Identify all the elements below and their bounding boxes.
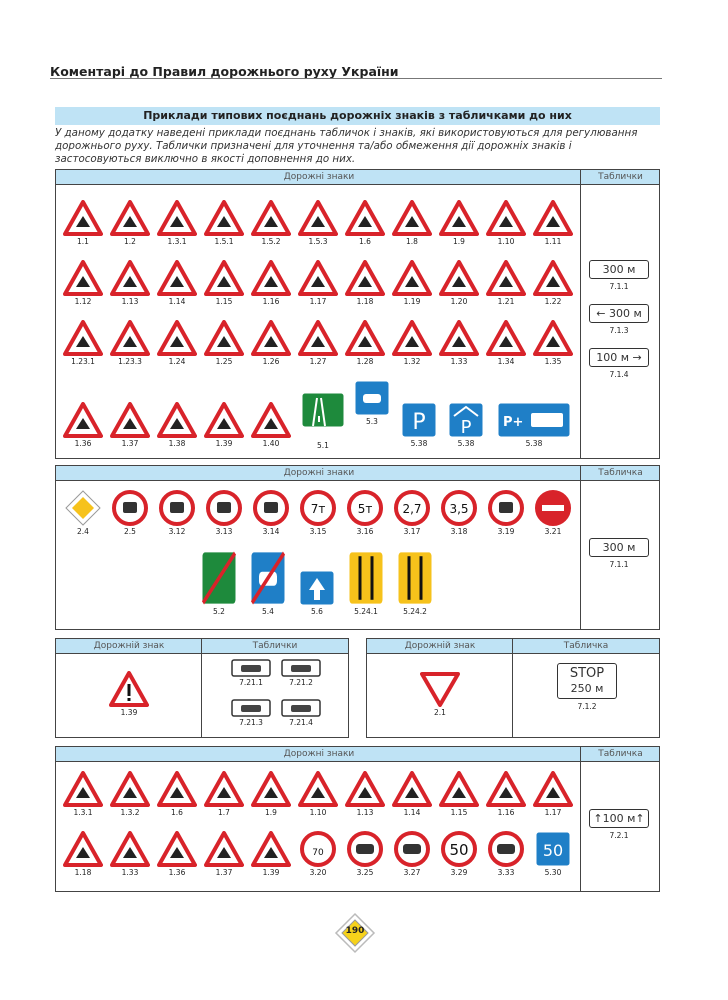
sign-number: 5.6 — [311, 607, 323, 616]
sign-number: 3.16 — [356, 527, 374, 536]
sign-number: 1.26 — [262, 357, 280, 366]
sign-number: 5.38 — [410, 439, 428, 448]
road-sign-1-39 — [106, 671, 152, 717]
sign-number: 5.3 — [366, 417, 378, 426]
road-sign-3-14 — [248, 490, 294, 536]
sign-number: 3.14 — [262, 527, 280, 536]
sign-number: 7.21.2 — [289, 678, 313, 687]
sign-number: 3.19 — [497, 527, 515, 536]
sign-number: 1.27 — [309, 357, 327, 366]
road-sign-5-6 — [294, 570, 340, 616]
road-sign-1-9 — [436, 200, 482, 246]
road-sign-3-18 — [436, 490, 482, 536]
road-sign-1-5-1 — [201, 200, 247, 246]
sign-number: 2.1 — [434, 708, 446, 717]
sign-number: 7.21.4 — [289, 718, 313, 727]
sign-number: 1.19 — [403, 297, 421, 306]
svg-text:50: 50 — [449, 841, 469, 859]
plate-number: 7.2.1 — [609, 831, 629, 840]
sign-number: 5.24.1 — [354, 607, 378, 616]
road-sign-1-20 — [436, 260, 482, 306]
road-sign-1-24 — [154, 320, 200, 366]
svg-text:50: 50 — [542, 841, 564, 860]
sign-number: 3.29 — [450, 868, 468, 877]
sign-number: 2.5 — [124, 527, 136, 536]
panel-header-plate: Табличка — [582, 466, 659, 481]
sign-number: 3.12 — [168, 527, 186, 536]
panel-sign-139 — [55, 638, 349, 738]
svg-text:7т: 7т — [310, 502, 326, 516]
sign-number: 1.6 — [359, 237, 371, 246]
road-sign-3-33 — [483, 831, 529, 877]
panel-header-plate: Табличка — [513, 639, 659, 654]
sign-number: 3.17 — [403, 527, 421, 536]
road-sign-1-3-1 — [154, 200, 200, 246]
section-title: Приклади типових поєднань дорожніх знаків з табличками до них — [55, 107, 660, 125]
road-sign-1-38 — [154, 402, 200, 448]
road-sign-1-9 — [248, 771, 294, 817]
sign-number: 1.11 — [544, 237, 562, 246]
svg-text:3,5: 3,5 — [449, 502, 469, 516]
sign-number: 1.16 — [497, 808, 515, 817]
plate-text: 100 м → — [589, 348, 649, 367]
sign-number: 1.3.1 — [73, 808, 93, 817]
sign-number: 1.28 — [356, 357, 374, 366]
road-sign-1-2 — [107, 200, 153, 246]
road-sign-1-19 — [389, 260, 435, 306]
road-sign-1-18 — [342, 260, 388, 306]
road-sign-1-32 — [389, 320, 435, 366]
road-sign-1-27 — [295, 320, 341, 366]
road-sign-1-12 — [60, 260, 106, 306]
road-sign-1-17 — [295, 260, 341, 306]
road-sign-3-15 — [295, 490, 341, 536]
road-sign-1-39 — [248, 831, 294, 877]
panel-mixed-signs — [55, 746, 660, 892]
sign-number: 1.17 — [309, 297, 327, 306]
plate-7-1-2 — [557, 663, 617, 711]
road-sign-1-3-2 — [107, 771, 153, 817]
panel-divider — [580, 170, 581, 458]
plate-number: 7.1.4 — [609, 370, 629, 379]
sign-number: 1.33 — [121, 868, 139, 877]
road-sign-1-6 — [342, 200, 388, 246]
sign-number: 1.39 — [120, 708, 138, 717]
plate-7-1-4 — [589, 348, 649, 379]
panel-header-sign: Дорожній знак — [56, 639, 202, 654]
road-sign-3-17 — [389, 490, 435, 536]
road-sign-3-12 — [154, 490, 200, 536]
panel-warning-signs — [55, 169, 660, 459]
road-sign-2-1 — [417, 671, 463, 717]
sign-number: 1.20 — [450, 297, 468, 306]
svg-text:P: P — [460, 417, 472, 438]
sign-number: 7.21.1 — [239, 678, 263, 687]
panel-header-sign: Дорожній знак — [367, 639, 513, 654]
road-sign-1-33 — [436, 320, 482, 366]
sign-number: 5.4 — [262, 607, 274, 616]
panel-header-signs: Дорожні знаки — [56, 466, 582, 481]
sign-number: 1.18 — [74, 868, 92, 877]
sign-number: 3.18 — [450, 527, 468, 536]
plate-7-21-4 — [278, 699, 324, 727]
plate-7-21-1 — [228, 659, 274, 687]
sign-number: 1.15 — [450, 808, 468, 817]
sign-number: 1.9 — [453, 237, 465, 246]
panel-divider — [512, 639, 513, 737]
sign-number: 1.14 — [403, 808, 421, 817]
road-sign-1-37 — [201, 831, 247, 877]
sign-number: 1.7 — [218, 808, 230, 817]
sign-number: 1.2 — [124, 237, 136, 246]
road-sign-1-7 — [201, 771, 247, 817]
road-sign-1-37 — [107, 402, 153, 448]
sign-number: 1.21 — [497, 297, 515, 306]
road-sign-3-19 — [483, 490, 529, 536]
sign-number: 1.9 — [265, 808, 277, 817]
intro-text: У даному додатку наведені приклади поєднань табличок і знаків, які використовуються для регулювання дорожнього руху. Таблички призначені для уточнення та/або обмеження дії дорожніх знаків і застосовуються виключно в якості доповнення до них. — [55, 127, 638, 165]
road-sign-3-21 — [530, 490, 576, 536]
road-sign-5-38-c — [496, 402, 572, 448]
road-sign-3-16 — [342, 490, 388, 536]
sign-number: 1.13 — [356, 808, 374, 817]
road-sign-2-4 — [60, 490, 106, 536]
road-sign-1-13 — [107, 260, 153, 306]
road-sign-5-4 — [245, 550, 291, 616]
road-sign-1-23-1 — [60, 320, 106, 366]
road-sign-1-33 — [107, 831, 153, 877]
road-sign-1-5-3 — [295, 200, 341, 246]
road-sign-5-24-1 — [343, 550, 389, 616]
sign-number: 5.24.2 — [403, 607, 427, 616]
sign-number: 1.3.2 — [120, 808, 140, 817]
plate-text: 300 м — [589, 538, 649, 557]
svg-text:70: 70 — [312, 848, 324, 858]
sign-number: 1.13 — [121, 297, 139, 306]
road-sign-1-8 — [389, 200, 435, 246]
sign-number: 1.16 — [262, 297, 280, 306]
road-sign-1-39 — [201, 402, 247, 448]
plate-7-1-1 — [589, 538, 649, 569]
road-sign-1-25 — [201, 320, 247, 366]
road-sign-3-20 — [295, 831, 341, 877]
road-sign-5-38-a — [396, 402, 442, 448]
sign-number: 5.30 — [544, 868, 562, 877]
road-sign-1-14 — [154, 260, 200, 306]
sign-number: 3.25 — [356, 868, 374, 877]
stop-distance: 250 м — [570, 682, 604, 695]
sign-number: 1.24 — [168, 357, 186, 366]
sign-number: 1.14 — [168, 297, 186, 306]
road-sign-1-36 — [60, 402, 106, 448]
plate-number: 7.1.1 — [609, 282, 629, 291]
header-rule — [50, 78, 662, 79]
plate-7-2-1 — [589, 809, 649, 840]
svg-text:2,7: 2,7 — [402, 502, 422, 516]
plate-7-1-3 — [589, 304, 649, 335]
plate-number: 7.1.2 — [577, 702, 597, 711]
road-sign-1-5-2 — [248, 200, 294, 246]
sign-number: 1.33 — [450, 357, 468, 366]
sign-number: 1.36 — [74, 439, 92, 448]
road-sign-3-13 — [201, 490, 247, 536]
sign-number: 1.25 — [215, 357, 233, 366]
road-sign-1-6 — [154, 771, 200, 817]
sign-number: 1.10 — [497, 237, 515, 246]
road-sign-5-30 — [530, 831, 576, 877]
panel-priority-signs — [55, 465, 660, 630]
sign-number: 1.3.1 — [167, 237, 187, 246]
road-sign-1-22 — [530, 260, 576, 306]
stop-plate — [557, 663, 617, 699]
sign-number: 5.2 — [213, 607, 225, 616]
panel-header-plate: Табличка — [582, 747, 659, 762]
sign-number: 5.1 — [317, 441, 329, 450]
sign-number: 1.5.2 — [261, 237, 281, 246]
sign-number: 1.34 — [497, 357, 515, 366]
sign-number: 5.38 — [457, 439, 475, 448]
sign-number: 1.39 — [262, 868, 280, 877]
road-sign-5-24-2 — [392, 550, 438, 616]
road-sign-1-15 — [436, 771, 482, 817]
road-sign-1-23-3 — [107, 320, 153, 366]
road-sign-1-13 — [342, 771, 388, 817]
sign-number: 1.5.1 — [214, 237, 234, 246]
road-sign-1-10 — [483, 200, 529, 246]
panel-header-plates: Таблички — [202, 639, 348, 654]
road-sign-1-18 — [60, 831, 106, 877]
sign-number: 1.40 — [262, 439, 280, 448]
plate-text: ↑100 м↑ — [589, 809, 649, 828]
plate-text: 300 м — [589, 260, 649, 279]
stop-text: STOP — [569, 666, 605, 681]
svg-text:P: P — [412, 410, 426, 435]
road-sign-1-3-1 — [60, 771, 106, 817]
panel-sign-21 — [366, 638, 660, 738]
panel-divider — [580, 747, 581, 891]
sign-number: 1.5.3 — [308, 237, 328, 246]
road-sign-1-21 — [483, 260, 529, 306]
road-sign-5-2 — [196, 550, 242, 616]
sign-number: 1.36 — [168, 868, 186, 877]
road-sign-5-38-b — [443, 402, 489, 448]
sign-number: 7.21.3 — [239, 718, 263, 727]
road-sign-1-10 — [295, 771, 341, 817]
plate-7-1-1 — [589, 260, 649, 291]
road-sign-1-16 — [248, 260, 294, 306]
sign-number: 1.8 — [406, 237, 418, 246]
road-sign-1-14 — [389, 771, 435, 817]
panel-header-signs: Дорожні знаки — [56, 747, 582, 762]
plate-number: 7.1.3 — [609, 326, 629, 335]
road-sign-1-34 — [483, 320, 529, 366]
sign-number: 3.21 — [544, 527, 562, 536]
road-sign-1-15 — [201, 260, 247, 306]
sign-number: 1.22 — [544, 297, 562, 306]
road-sign-5-3 — [349, 380, 395, 426]
road-sign-1-36 — [154, 831, 200, 877]
road-sign-3-25 — [342, 831, 388, 877]
road-sign-1-16 — [483, 771, 529, 817]
sign-number: 5.38 — [525, 439, 543, 448]
svg-text:P+: P+ — [503, 415, 524, 430]
page-header: Коментарі до Правил дорожнього руху України — [50, 64, 399, 79]
panel-header-plates: Таблички — [582, 170, 659, 185]
road-sign-1-17 — [530, 771, 576, 817]
sign-number: 3.13 — [215, 527, 233, 536]
sign-number: 3.15 — [309, 527, 327, 536]
sign-number: 1.37 — [121, 439, 139, 448]
sign-number: 1.18 — [356, 297, 374, 306]
sign-number: 1.38 — [168, 439, 186, 448]
sign-number: 3.27 — [403, 868, 421, 877]
sign-number: 2.4 — [77, 527, 89, 536]
plate-number: 7.1.1 — [609, 560, 629, 569]
road-sign-3-27 — [389, 831, 435, 877]
road-sign-1-11 — [530, 200, 576, 246]
sign-number: 1.39 — [215, 439, 233, 448]
sign-number: 1.37 — [215, 868, 233, 877]
panel-divider — [580, 466, 581, 629]
road-sign-3-29 — [436, 831, 482, 877]
sign-number: 3.33 — [497, 868, 515, 877]
sign-number: 1.17 — [544, 808, 562, 817]
plate-text: ← 300 м — [589, 304, 649, 323]
road-sign-1-35 — [530, 320, 576, 366]
sign-number: 1.10 — [309, 808, 327, 817]
svg-text:5т: 5т — [357, 502, 373, 516]
road-sign-1-40 — [248, 402, 294, 448]
road-sign-1-28 — [342, 320, 388, 366]
road-sign-2-5 — [107, 490, 153, 536]
road-sign-1-1 — [60, 200, 106, 246]
sign-number: 1.12 — [74, 297, 92, 306]
plate-7-21-2 — [278, 659, 324, 687]
sign-number: 1.32 — [403, 357, 421, 366]
road-sign-1-26 — [248, 320, 294, 366]
sign-number: 1.35 — [544, 357, 562, 366]
panel-divider — [201, 639, 202, 737]
road-sign-5-1 — [300, 380, 346, 450]
page-number: 190 — [345, 926, 365, 936]
panel-header-signs: Дорожні знаки — [56, 170, 582, 185]
sign-number: 1.1 — [77, 237, 89, 246]
plate-7-21-3 — [228, 699, 274, 727]
sign-number: 1.23.3 — [118, 357, 142, 366]
sign-number: 1.15 — [215, 297, 233, 306]
sign-number: 1.23.1 — [71, 357, 95, 366]
sign-number: 3.20 — [309, 868, 327, 877]
sign-number: 1.6 — [171, 808, 183, 817]
